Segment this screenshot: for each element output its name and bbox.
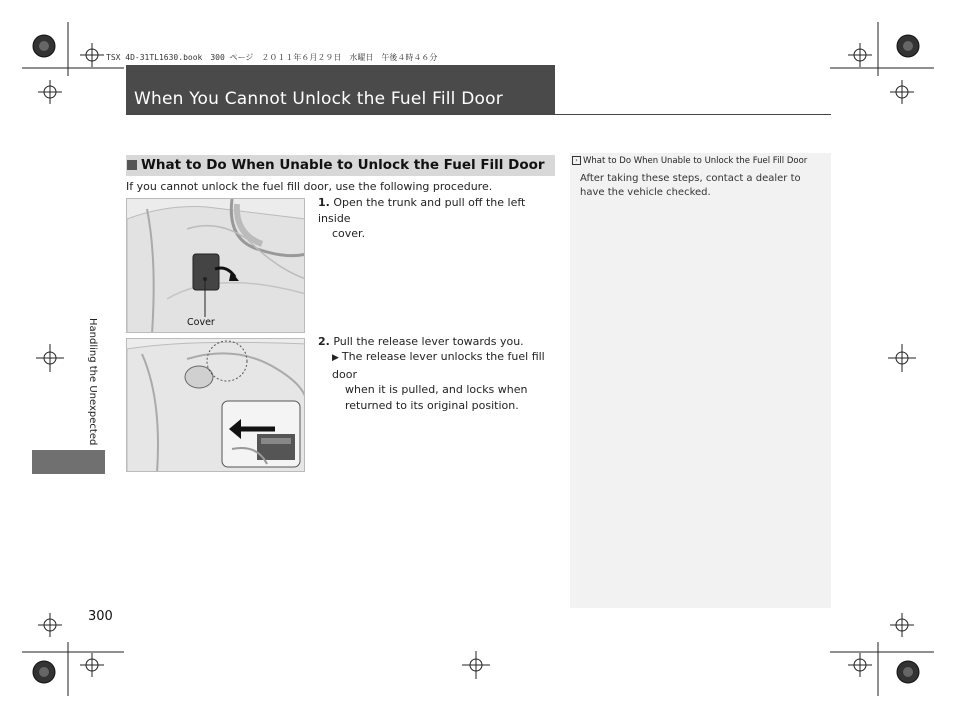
chapter-side-text: Handling the Unexpected [87, 318, 98, 446]
step-1 [318, 195, 556, 242]
step-2-result-line3: returned to its original position. [345, 398, 519, 412]
title-rule [126, 114, 831, 115]
sidebar-note [570, 153, 831, 608]
step-2-result-line1: The release lever unlocks the fuel fill door [332, 350, 545, 381]
sidebar-heading [572, 156, 807, 166]
reference-icon: › [572, 156, 581, 165]
step-2 [318, 334, 556, 350]
page-title-bar [126, 65, 555, 114]
chapter-tab [32, 450, 105, 474]
step-2-result [332, 349, 556, 413]
chapter-side-label [86, 318, 100, 448]
step-2-number: 2. [318, 335, 330, 348]
cover-label: Cover [187, 317, 215, 328]
page-title: When You Cannot Unlock the Fuel Fill Door [134, 89, 503, 109]
step-1-text-line1: Open the trunk and pull off the left inside [318, 196, 526, 225]
intro-text: If you cannot unlock the fuel fill door, use the following procedure. [126, 180, 493, 193]
trunk-illustration [127, 199, 305, 333]
print-info-line: TSX 4D-31TL1630.book 300 ページ ２０１１年６月２９日 水曜日 午後４時４６分 [106, 53, 438, 62]
step-2-text: Pull the release lever towards you. [333, 335, 524, 348]
sidebar-body: After taking these steps, contact a dealer to have the vehicle checked. [580, 173, 801, 198]
figure-release-lever [126, 338, 305, 472]
section-square-icon [127, 160, 137, 170]
step-2-result-line2: when it is pulled, and locks when [345, 383, 528, 396]
page-number: 300 [88, 609, 113, 624]
step-1-number: 1. [318, 196, 330, 209]
figure-trunk-cover [126, 198, 305, 333]
sidebar-heading-text: What to Do When Unable to Unlock the Fuel Fill Door [583, 156, 808, 166]
section-heading-bar [126, 155, 555, 176]
release-lever-illustration [127, 339, 305, 472]
step-1-text-line2: cover. [332, 227, 366, 240]
result-arrow-icon: ▶ [332, 353, 339, 363]
cover-shape [193, 254, 219, 290]
section-heading: What to Do When Unable to Unlock the Fuel Fill Door [141, 157, 545, 173]
